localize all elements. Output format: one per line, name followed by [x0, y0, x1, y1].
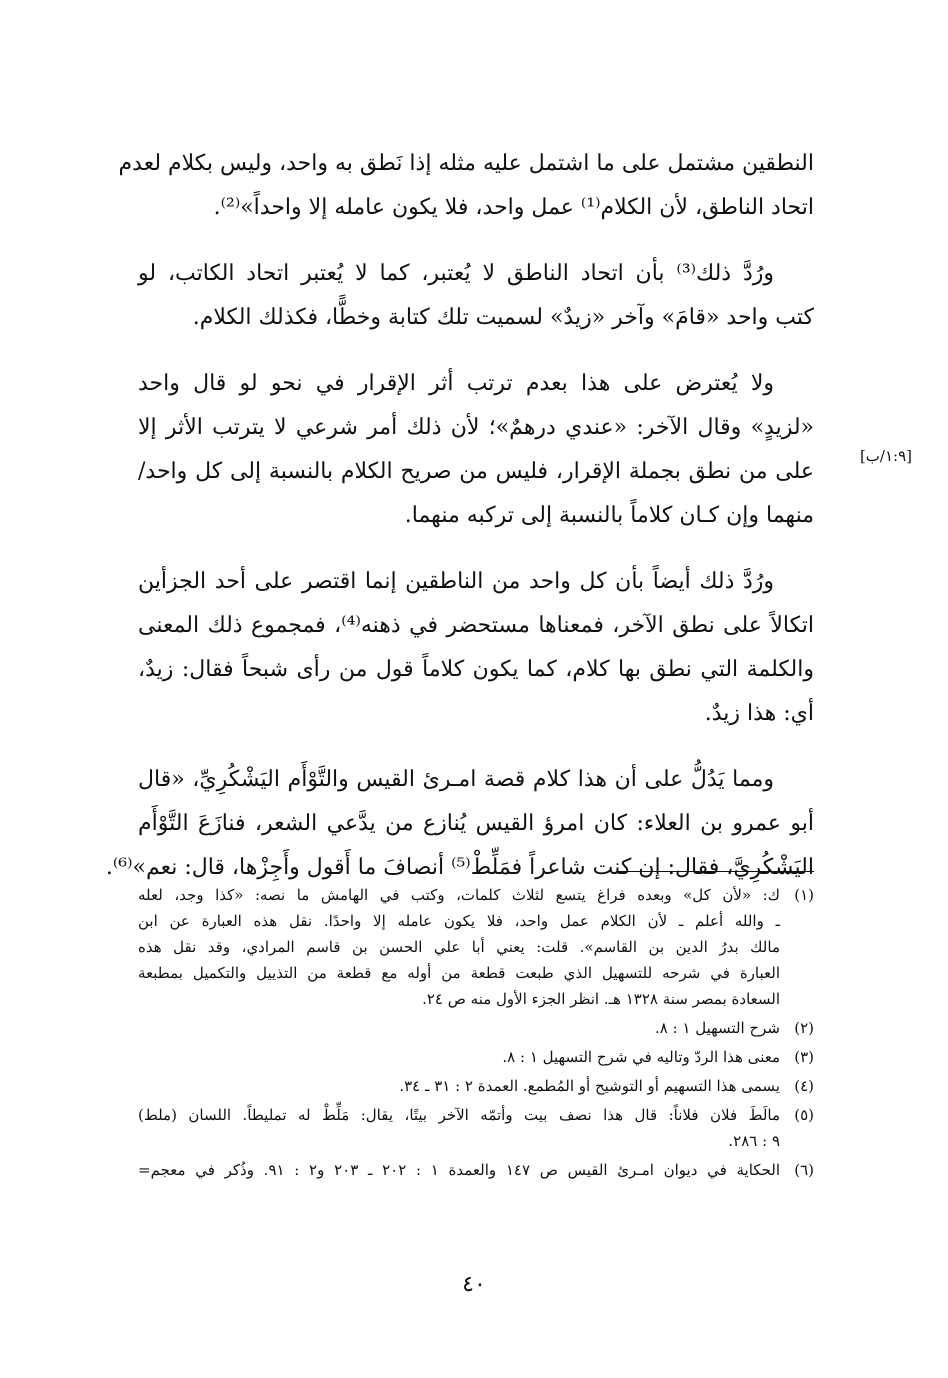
paragraph-2 — [138, 252, 814, 340]
footnote-6 — [138, 1157, 814, 1183]
text-line: النطقين مشتمل على ما اشتمل عليه مثله إذا نَطق به واحد، وليس بكلام لعدم — [118, 151, 814, 176]
folio-margin-note: [١:٩/ب] — [859, 447, 912, 465]
footnote-number: (١) — [794, 886, 814, 904]
main-text — [105, 142, 814, 912]
footnote-number: (٣) — [794, 1048, 814, 1066]
text-line: ورُدَّ ذلك⁽³⁾ بأن اتحاد الناطق لا يُعتبر، كما لا يُعتبر اتحاد الكاتب، لو — [138, 261, 775, 286]
footnote-line: شرح التسهيل ١ : ٨. — [654, 1019, 780, 1037]
footnote-line: معنى هذا الردّ وتاليه في شرح التسهيل ١ : ٨. — [502, 1048, 780, 1066]
text-line: اليَشْكُرِيَّ، فقال: إن كنت شاعراً فمَلِّطْ⁽⁵⁾ أنصافَ ما أَقول وأَجِزْها، قال: نعم»⁽⁶⁾. — [105, 855, 814, 880]
text-line: ورُدَّ ذلك أيضاً بأن كل واحد من الناطقين إنما اقتصر على أحد الجزأين — [138, 569, 774, 594]
footnote-text — [138, 1015, 780, 1041]
text-line: اتكالاً على نطق الآخر، فمعناها مستحضر في ذهنه⁽⁴⁾، فمجموع ذلك المعنى — [138, 613, 814, 638]
footnote-number: (٥) — [794, 1106, 814, 1124]
footnote-line: ٩ : ٢٨٦. — [728, 1132, 780, 1150]
footnote-3 — [138, 1044, 814, 1070]
footnote-line: مالَطَ فلان فلاناً: قال هذا نصف بيت وأتمّه الآخر بيتًا، يقال: مَلِّطْ له تمليطاً. اللسان (ملط) — [138, 1106, 780, 1124]
text-line: ومما يَدُلُّ على أن هذا كلام قصة امـرئ القيس والتَّوْأَم اليَشْكُرِيِّ، «قال — [138, 767, 774, 792]
text-line: أبو عمرو بن العلاء: كان امرؤ القيس يُنازع من يدَّعي الشعر، فنازَعَ التَّوْأَم — [138, 811, 814, 836]
footnote-separator — [618, 871, 814, 872]
footnote-text — [138, 1044, 780, 1070]
paragraph-4 — [138, 560, 814, 736]
footnote-line: الحكاية في ديوان امـرئ القيس ص ١٤٧ والعمدة ١ : ٢٠٢ ـ ٢٠٣ و٢ : ٩١. وذُكر في معجم= — [138, 1161, 780, 1179]
footnote-line: ك: «لأن كل» وبعده فراغ يتسع لثلاث كلمات، وكتب في الهامش ما نصه: «كذا وجد، لعله — [138, 886, 780, 904]
text-line: «لزيدٍ» وقال الآخر: «عندي درهمٌ»؛ لأن ذلك أمر شرعي لا يترتب الأثر إلا — [138, 415, 814, 440]
text-line: على من نطق بجملة الإقرار، فليس من صريح الكلام بالنسبة إلى كل واحد/ — [138, 459, 814, 484]
footnote-line: السعادة بمصر سنة ١٣٢٨ هـ. انظر الجزء الأول منه ص ٢٤. — [422, 990, 780, 1008]
footnotes — [138, 882, 814, 1186]
footnote-line: يسمى هذا التسهيم أو التوشيح أو المُطمع. العمدة ٢ : ٣١ ـ ٣٤. — [399, 1077, 780, 1095]
footnote-2 — [138, 1015, 814, 1041]
footnote-number: (٢) — [794, 1019, 814, 1037]
footnote-number: (٤) — [794, 1077, 814, 1095]
footnote-text — [138, 1102, 780, 1154]
footnote-4 — [138, 1073, 814, 1099]
text-line: كتب واحد «قامَ» وآخر «زيدٌ» لسميت تلك كتابة وخطًّا، فكذلك الكلام. — [192, 305, 814, 330]
footnote-line: ـ والله أعلم ـ لأن الكلام عمل واحد، فلا يكون عامله إلا واحدًا. نقل هذه العبارة عن ابن — [138, 912, 780, 930]
text-line: أي: هذا زيدٌ. — [704, 701, 814, 726]
text-line: منهما وإن كـان كلاماً بالنسبة إلى تركبه منهما. — [404, 503, 814, 528]
text-line: ولا يُعترض على هذا بعدم ترتب أثر الإقرار في نحو لو قال واحد — [138, 371, 774, 396]
footnote-line: مالك بدرُ الدين بن القاسم». قلت: يعني أبا علي الحسن بن قاسم المرادي، وقد نقل هذه — [138, 938, 780, 956]
footnote-text — [138, 1157, 780, 1183]
footnote-5 — [138, 1102, 814, 1154]
footnote-line: العبارة في شرحه للتسهيل الذي طبعت قطعة من أوله مع قطعة من التذييل والتكميل بمطبعة — [138, 964, 780, 982]
footnote-text — [138, 1073, 780, 1099]
footnote-number: (٦) — [794, 1161, 814, 1179]
footnote-1 — [138, 882, 814, 1012]
paragraph-1 — [118, 142, 814, 230]
paragraph-3 — [138, 362, 814, 538]
page-number: ٤٠ — [462, 1272, 486, 1297]
footnote-text — [138, 882, 780, 1012]
text-line: اتحاد الناطق، لأن الكلام⁽¹⁾ عمل واحد، فلا يكون عامله إلا واحداً»⁽²⁾. — [213, 195, 814, 220]
text-line: والكلمة التي نطق بها كلام، كما يكون كلاماً قول من رأى شبحاً فقال: زيدٌ، — [138, 657, 814, 682]
